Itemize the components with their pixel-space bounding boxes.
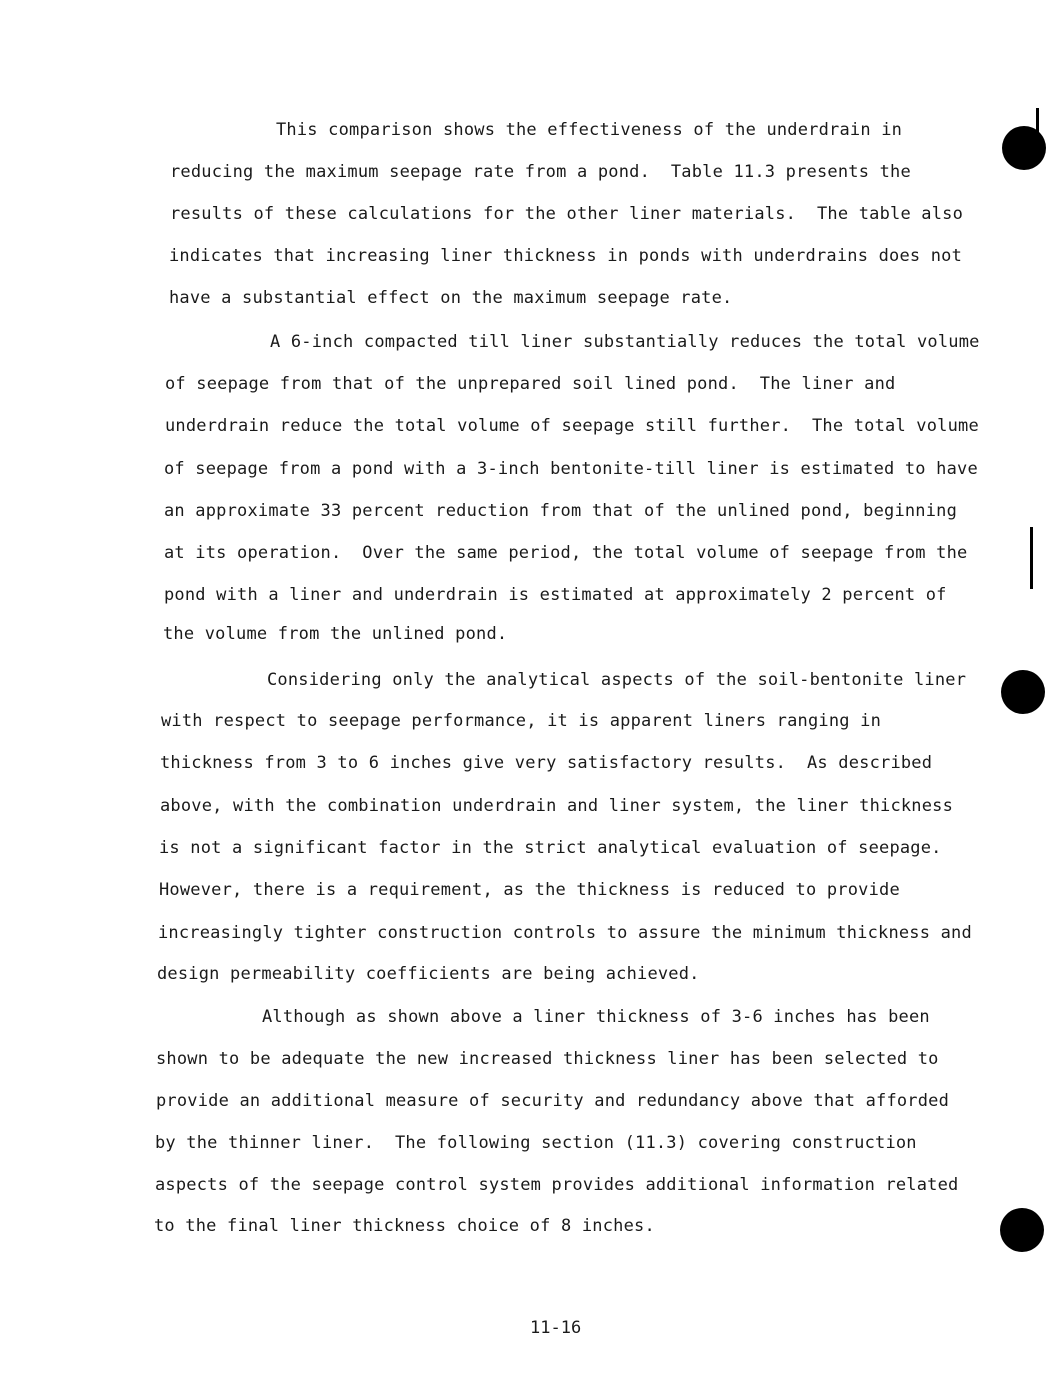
body-text-line: shown to be adequate the new increased thickness liner has been selected to — [156, 1049, 939, 1069]
body-text-line: thickness from 3 to 6 inches give very satisfactory results. As described — [160, 753, 933, 773]
body-text-line: indicates that increasing liner thickness in ponds with underdrains does not — [169, 246, 963, 266]
punch-hole — [1002, 126, 1046, 170]
body-text-line: the volume from the unlined pond. — [163, 624, 508, 644]
body-text-line: underdrain reduce the total volume of seepage still further. The total volume — [165, 416, 979, 436]
body-text-line: by the thinner liner. The following section (11.3) covering construction — [155, 1133, 917, 1153]
body-text-line: have a substantial effect on the maximum seepage rate. — [169, 288, 733, 308]
body-text-line: increasingly tighter construction controls to assure the minimum thickness and — [158, 923, 972, 943]
punch-hole — [1001, 670, 1045, 714]
body-text-line: This comparison shows the effectiveness of the underdrain in — [276, 120, 903, 140]
body-text-line: to the final liner thickness choice of 8 inches. — [154, 1216, 655, 1236]
body-text-line: Considering only the analytical aspects of the soil-bentonite liner — [267, 670, 967, 690]
punch-hole — [1000, 1208, 1044, 1252]
page-number: 11-16 — [530, 1318, 582, 1338]
body-text-line: is not a significant factor in the strict analytical evaluation of seepage. — [159, 838, 942, 858]
body-text-line: design permeability coefficients are being achieved. — [157, 964, 700, 984]
body-text-line: of seepage from that of the unprepared soil lined pond. The liner and — [165, 374, 896, 394]
body-text-line: provide an additional measure of security and redundancy above that afforded — [156, 1091, 950, 1111]
body-text-line: at its operation. Over the same period, the total volume of seepage from the — [164, 543, 968, 563]
body-text-line: A 6-inch compacted till liner substantially reduces the total volume — [270, 332, 980, 352]
margin-change-bar — [1036, 108, 1039, 152]
body-text-line: reducing the maximum seepage rate from a pond. Table 11.3 presents the — [170, 162, 911, 182]
body-text-line: However, there is a requirement, as the thickness is reduced to provide — [159, 880, 900, 900]
body-text-line: pond with a liner and underdrain is estimated at approximately 2 percent of — [164, 585, 947, 605]
body-text-line: aspects of the seepage control system provides additional information related — [155, 1175, 959, 1195]
margin-change-bar — [1030, 527, 1033, 589]
body-text-line: an approximate 33 percent reduction from that of the unlined pond, beginning — [164, 501, 958, 521]
body-text-line: with respect to seepage performance, it is apparent liners ranging in — [161, 711, 882, 731]
body-text-line: results of these calculations for the other liner materials. The table also — [170, 204, 964, 224]
body-text-line: of seepage from a pond with a 3-inch bentonite-till liner is estimated to have — [164, 459, 978, 479]
body-text-line: Although as shown above a liner thickness of 3-6 inches has been — [262, 1007, 930, 1027]
body-text-line: above, with the combination underdrain and liner system, the liner thickness — [160, 796, 954, 816]
